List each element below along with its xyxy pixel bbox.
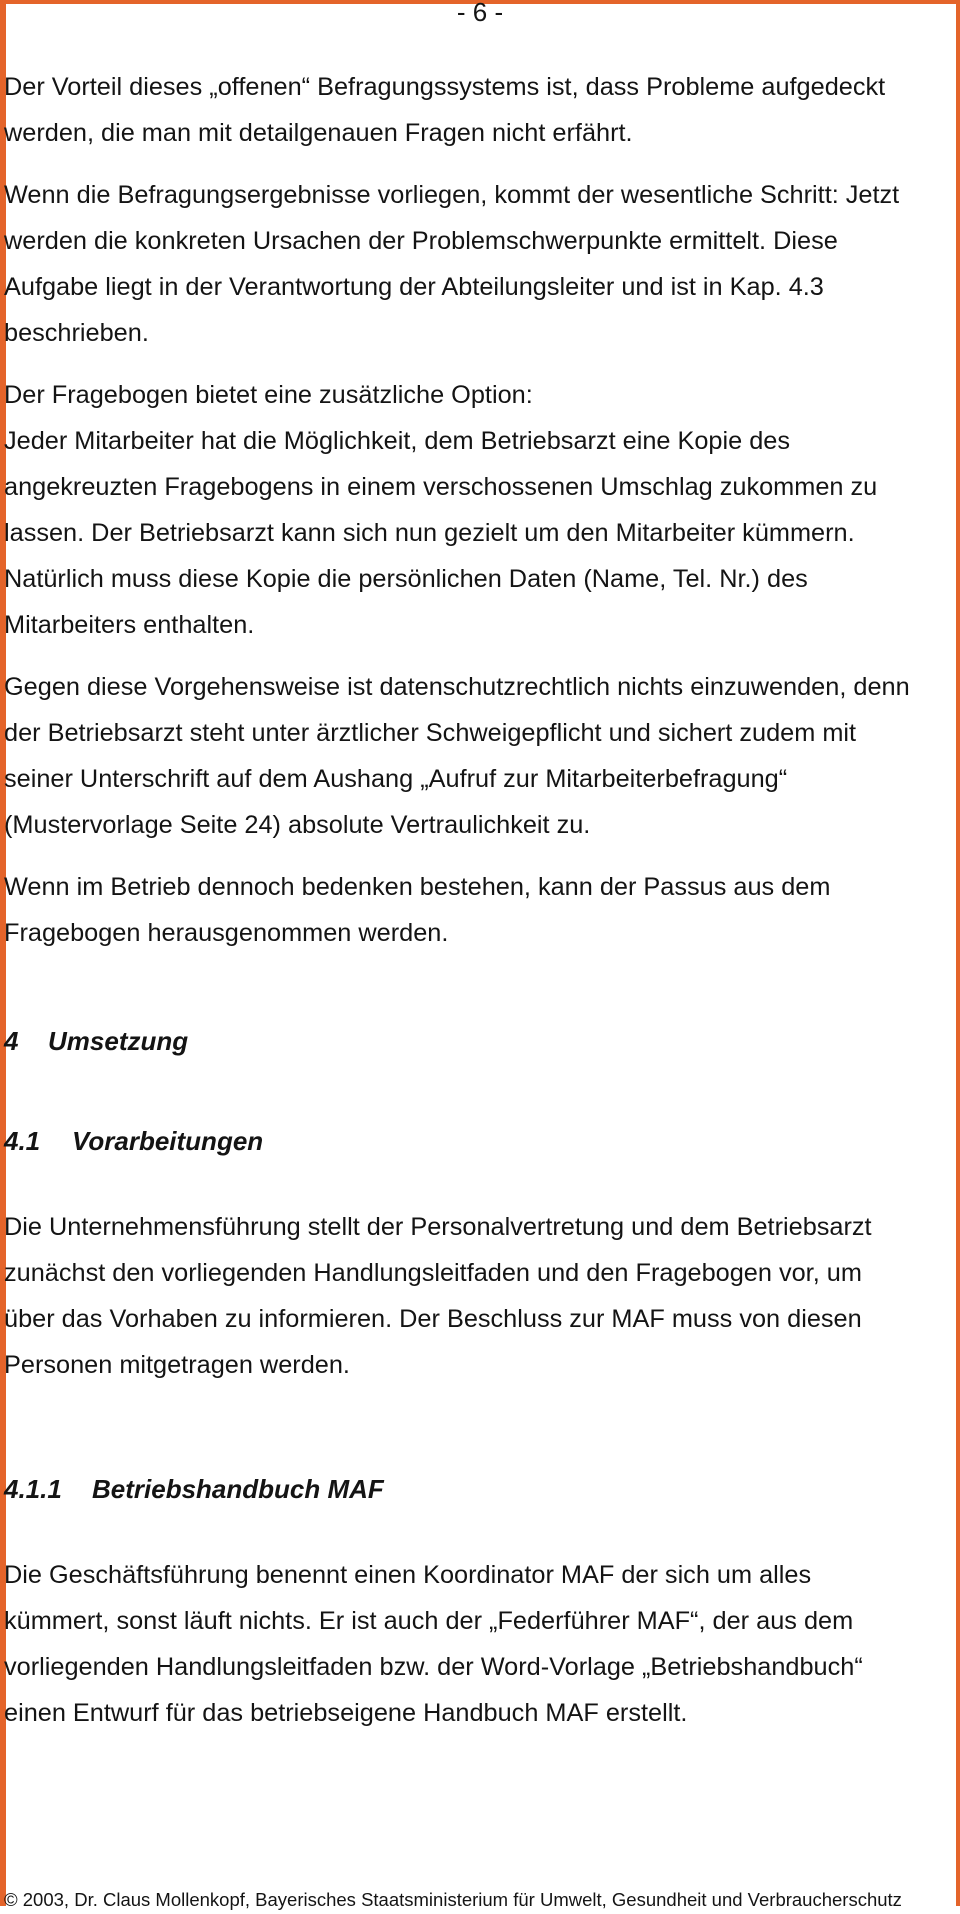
text-line: werden, die man mit detailgenauen Fragen nicht erfährt. <box>4 119 633 147</box>
section-title: Vorarbeitungen <box>72 1126 264 1156</box>
text-line: Aufgabe liegt in der Verantwortung der Abteilungsleiter und ist in Kap. 4.3 <box>4 273 824 301</box>
text-line: angekreuzten Fragebogens in einem verschossenen Umschlag zukommen zu <box>4 473 878 501</box>
section-number: 4 <box>4 1026 19 1056</box>
section-4-1-heading <box>4 1118 956 1164</box>
text-line: Fragebogen herausgenommen werden. <box>4 919 449 947</box>
text-line: werden die konkreten Ursachen der Problemschwerpunkte ermittelt. Diese <box>4 227 838 255</box>
text-line: kümmert, sonst läuft nichts. Er ist auch der „Federführer MAF“, der aus dem <box>4 1607 854 1635</box>
text-line: Wenn die Befragungsergebnisse vorliegen, kommt der wesentliche Schritt: Jetzt <box>4 181 900 209</box>
text-line: Die Unternehmensführung stellt der Personalvertretung und dem Betriebsarzt <box>4 1213 872 1241</box>
page-border-right <box>956 0 960 1906</box>
document-body <box>4 64 956 1736</box>
page-number: - 6 - <box>456 0 504 27</box>
paragraph-intro-5 <box>4 864 956 956</box>
text-line: seiner Unterschrift auf dem Aushang „Aufruf zur Mitarbeiterbefragung“ <box>4 765 788 793</box>
text-line: einen Entwurf für das betriebseigene Handbuch MAF erstellt. <box>4 1699 688 1727</box>
text-line: zunächst den vorliegenden Handlungsleitfaden und den Fragebogen vor, um <box>4 1259 862 1287</box>
section-4-1-1-heading <box>4 1466 956 1512</box>
paragraph-intro-4 <box>4 664 956 848</box>
text-line: (Mustervorlage Seite 24) absolute Vertraulichkeit zu. <box>4 811 591 839</box>
paragraph-section-4-1-1 <box>4 1552 956 1736</box>
paragraph-intro-3 <box>4 372 956 648</box>
text-line: Der Vorteil dieses „offenen“ Befragungssystems ist, dass Probleme aufgedeckt <box>4 73 886 101</box>
text-line: der Betriebsarzt steht unter ärztlicher Schweigepflicht und sichert zudem mit <box>4 719 857 747</box>
text-line: Mitarbeiters enthalten. <box>4 611 255 639</box>
text-line: Die Geschäftsführung benennt einen Koordinator MAF der sich um alles <box>4 1561 812 1589</box>
paragraph-section-4-1 <box>4 1204 956 1388</box>
section-title: Umsetzung <box>48 1026 189 1056</box>
text-line: beschrieben. <box>4 319 149 347</box>
paragraph-intro-1 <box>4 64 956 156</box>
text-line: Jeder Mitarbeiter hat die Möglichkeit, dem Betriebsarzt eine Kopie des <box>4 427 791 455</box>
section-number: 4.1 <box>4 1126 41 1156</box>
text-line: über das Vorhaben zu informieren. Der Beschluss zur MAF muss von diesen <box>4 1305 862 1333</box>
text-line: Natürlich muss diese Kopie die persönlichen Daten (Name, Tel. Nr.) des <box>4 565 808 593</box>
page-footer: © 2003, Dr. Claus Mollenkopf, Bayerisches Staatsministerium für Umwelt, Gesundheit und Verbraucherschutz <box>4 1889 902 1910</box>
text-line: Wenn im Betrieb dennoch bedenken bestehen, kann der Passus aus dem <box>4 873 831 901</box>
text-line: Der Fragebogen bietet eine zusätzliche Option: <box>4 381 533 409</box>
paragraph-intro-2 <box>4 172 956 356</box>
section-number: 4.1.1 <box>4 1474 62 1504</box>
section-4-heading <box>4 1018 956 1064</box>
text-line: Personen mitgetragen werden. <box>4 1351 350 1379</box>
section-title: Betriebshandbuch MAF <box>92 1474 384 1504</box>
text-line: Gegen diese Vorgehensweise ist datenschutzrechtlich nichts einzuwenden, denn <box>4 673 910 701</box>
text-line: lassen. Der Betriebsarzt kann sich nun gezielt um den Mitarbeiter kümmern. <box>4 519 855 547</box>
text-line: vorliegenden Handlungsleitfaden bzw. der Word-Vorlage „Betriebshandbuch“ <box>4 1653 863 1681</box>
